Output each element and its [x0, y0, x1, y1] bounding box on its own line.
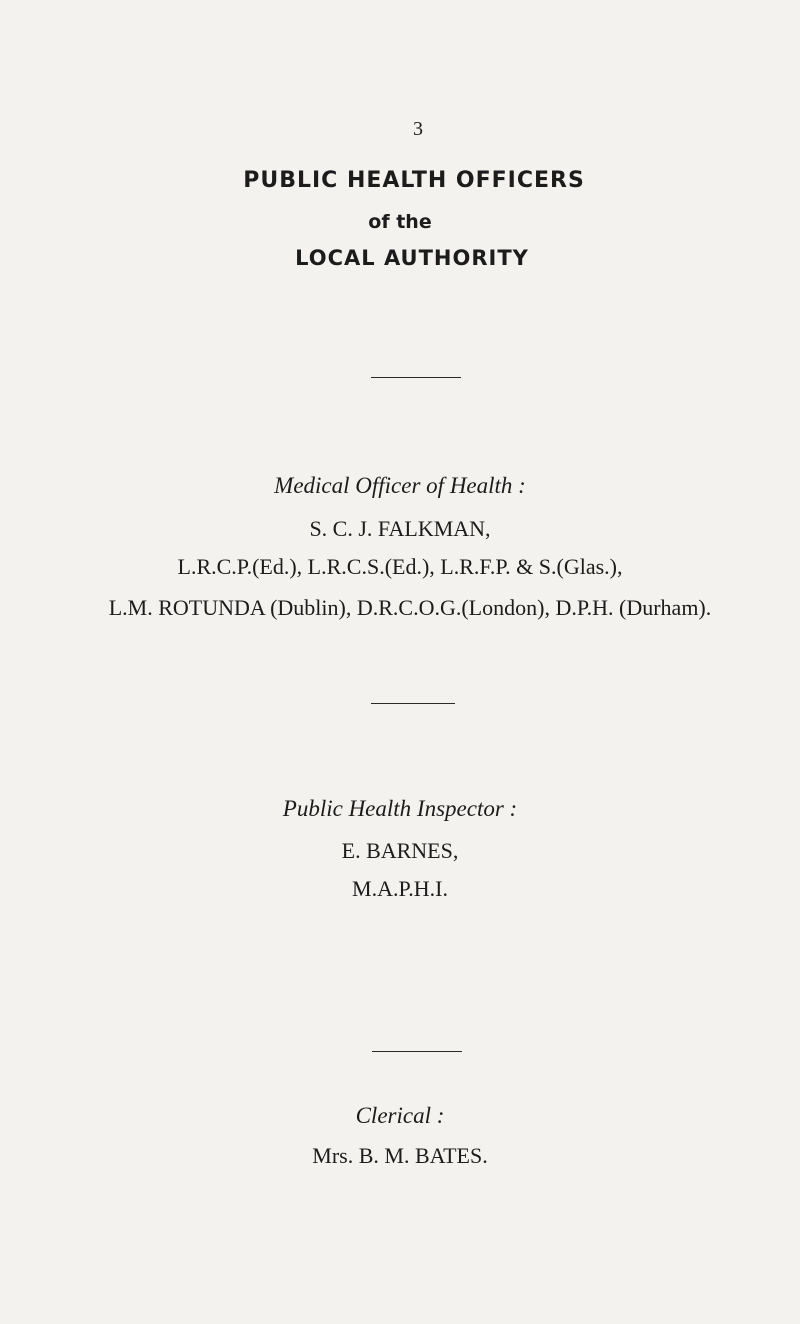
heading-line-2: of the	[368, 211, 432, 233]
inspector-name: E. BARNES,	[341, 838, 459, 863]
page-number: 3	[413, 118, 423, 140]
medical-officer-qualifications-2: L.M. ROTUNDA (Dublin), D.R.C.O.G.(London), D.P.H. (Durham).	[108, 595, 712, 620]
heading-line-1: PUBLIC HEALTH OFFICERS	[243, 168, 585, 193]
divider-1	[371, 377, 461, 378]
clerical-name: Mrs. B. M. BATES.	[312, 1143, 488, 1168]
divider-2	[371, 703, 455, 704]
inspector-role: Public Health Inspector :	[282, 796, 518, 821]
inspector-qualifications: M.A.P.H.I.	[352, 876, 448, 901]
medical-officer-name: S. C. J. FALKMAN,	[309, 516, 491, 541]
divider-3	[372, 1051, 462, 1052]
heading-line-3: LOCAL AUTHORITY	[295, 246, 529, 270]
medical-officer-qualifications-1: L.R.C.P.(Ed.), L.R.C.S.(Ed.), L.R.F.P. & S.(Glas.),	[177, 554, 623, 579]
clerical-role: Clerical :	[355, 1103, 445, 1128]
medical-officer-role: Medical Officer of Health :	[274, 473, 526, 498]
